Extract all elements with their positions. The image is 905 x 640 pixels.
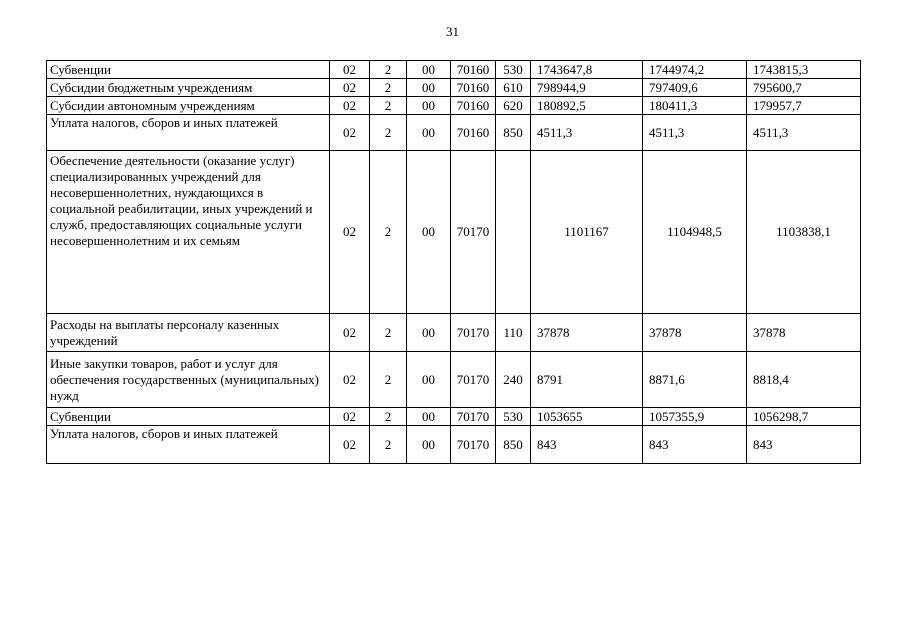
program-code: 00 [407,97,451,115]
page-number: 31 [446,24,459,39]
program-code: 00 [407,408,451,426]
amount-year-2: 1104948,5 [643,151,747,314]
row-description: Обеспечение деятельности (оказание услуг) специализированных учреждений для несовершеннолетних, нуждающихся в социальной реабилитации, иных учреждений и служб, предоставляющих социальные услуги несовершеннолетним и их семьям [47,151,330,314]
program-code: 00 [407,79,451,97]
expense-type-code [496,151,531,314]
amount-year-3: 843 [747,426,861,464]
section-code: 02 [330,352,370,408]
amount-year-1: 798944,9 [531,79,643,97]
row-description: Субсидии автономным учреждениям [47,97,330,115]
table-row [47,151,861,314]
amount-year-3: 8818,4 [747,352,861,408]
target-article-code: 70170 [451,314,496,352]
row-description: Субвенции [47,61,330,79]
target-article-code: 70170 [451,352,496,408]
subsection-code: 2 [370,426,407,464]
amount-year-1: 180892,5 [531,97,643,115]
expense-type-code: 620 [496,97,531,115]
target-article-code: 70170 [451,151,496,314]
amount-year-2: 843 [643,426,747,464]
amount-year-1: 1053655 [531,408,643,426]
amount-year-1: 843 [531,426,643,464]
section-code: 02 [330,61,370,79]
budget-table [46,60,861,464]
amount-year-1: 37878 [531,314,643,352]
amount-year-3: 4511,3 [747,115,861,151]
table-row [47,314,861,352]
row-description: Уплата налогов, сборов и иных платежей [47,426,330,464]
table-row [47,79,861,97]
section-code: 02 [330,79,370,97]
amount-year-1: 4511,3 [531,115,643,151]
amount-year-3: 795600,7 [747,79,861,97]
target-article-code: 70170 [451,426,496,464]
expense-type-code: 850 [496,426,531,464]
expense-type-code: 850 [496,115,531,151]
row-description: Иные закупки товаров, работ и услуг для обеспечения государственных (муниципальных) нужд [47,352,330,408]
section-code: 02 [330,115,370,151]
table-row [47,352,861,408]
program-code: 00 [407,352,451,408]
amount-year-1: 1101167 [531,151,643,314]
subsection-code: 2 [370,79,407,97]
target-article-code: 70160 [451,79,496,97]
table-row [47,61,861,79]
expense-type-code: 530 [496,61,531,79]
subsection-code: 2 [370,408,407,426]
amount-year-1: 8791 [531,352,643,408]
amount-year-2: 797409,6 [643,79,747,97]
section-code: 02 [330,314,370,352]
expense-type-code: 610 [496,79,531,97]
amount-year-2: 4511,3 [643,115,747,151]
target-article-code: 70170 [451,408,496,426]
subsection-code: 2 [370,314,407,352]
program-code: 00 [407,151,451,314]
program-code: 00 [407,115,451,151]
amount-year-3: 1743815,3 [747,61,861,79]
amount-year-3: 179957,7 [747,97,861,115]
table-row [47,426,861,464]
target-article-code: 70160 [451,115,496,151]
row-description: Субсидии бюджетным учреждениям [47,79,330,97]
amount-year-2: 8871,6 [643,352,747,408]
program-code: 00 [407,61,451,79]
subsection-code: 2 [370,151,407,314]
amount-year-2: 37878 [643,314,747,352]
section-code: 02 [330,97,370,115]
row-description: Уплата налогов, сборов и иных платежей [47,115,330,151]
amount-year-2: 1057355,9 [643,408,747,426]
amount-year-2: 180411,3 [643,97,747,115]
table-row [47,408,861,426]
subsection-code: 2 [370,97,407,115]
amount-year-3: 1103838,1 [747,151,861,314]
section-code: 02 [330,426,370,464]
amount-year-1: 1743647,8 [531,61,643,79]
target-article-code: 70160 [451,61,496,79]
subsection-code: 2 [370,352,407,408]
row-description: Субвенции [47,408,330,426]
amount-year-3: 1056298,7 [747,408,861,426]
row-description: Расходы на выплаты персоналу казенных учреждений [47,314,330,352]
section-code: 02 [330,408,370,426]
target-article-code: 70160 [451,97,496,115]
subsection-code: 2 [370,61,407,79]
program-code: 00 [407,426,451,464]
section-code: 02 [330,151,370,314]
expense-type-code: 110 [496,314,531,352]
amount-year-2: 1744974,2 [643,61,747,79]
amount-year-3: 37878 [747,314,861,352]
table-row [47,97,861,115]
expense-type-code: 240 [496,352,531,408]
expense-type-code: 530 [496,408,531,426]
program-code: 00 [407,314,451,352]
table-row [47,115,861,151]
subsection-code: 2 [370,115,407,151]
